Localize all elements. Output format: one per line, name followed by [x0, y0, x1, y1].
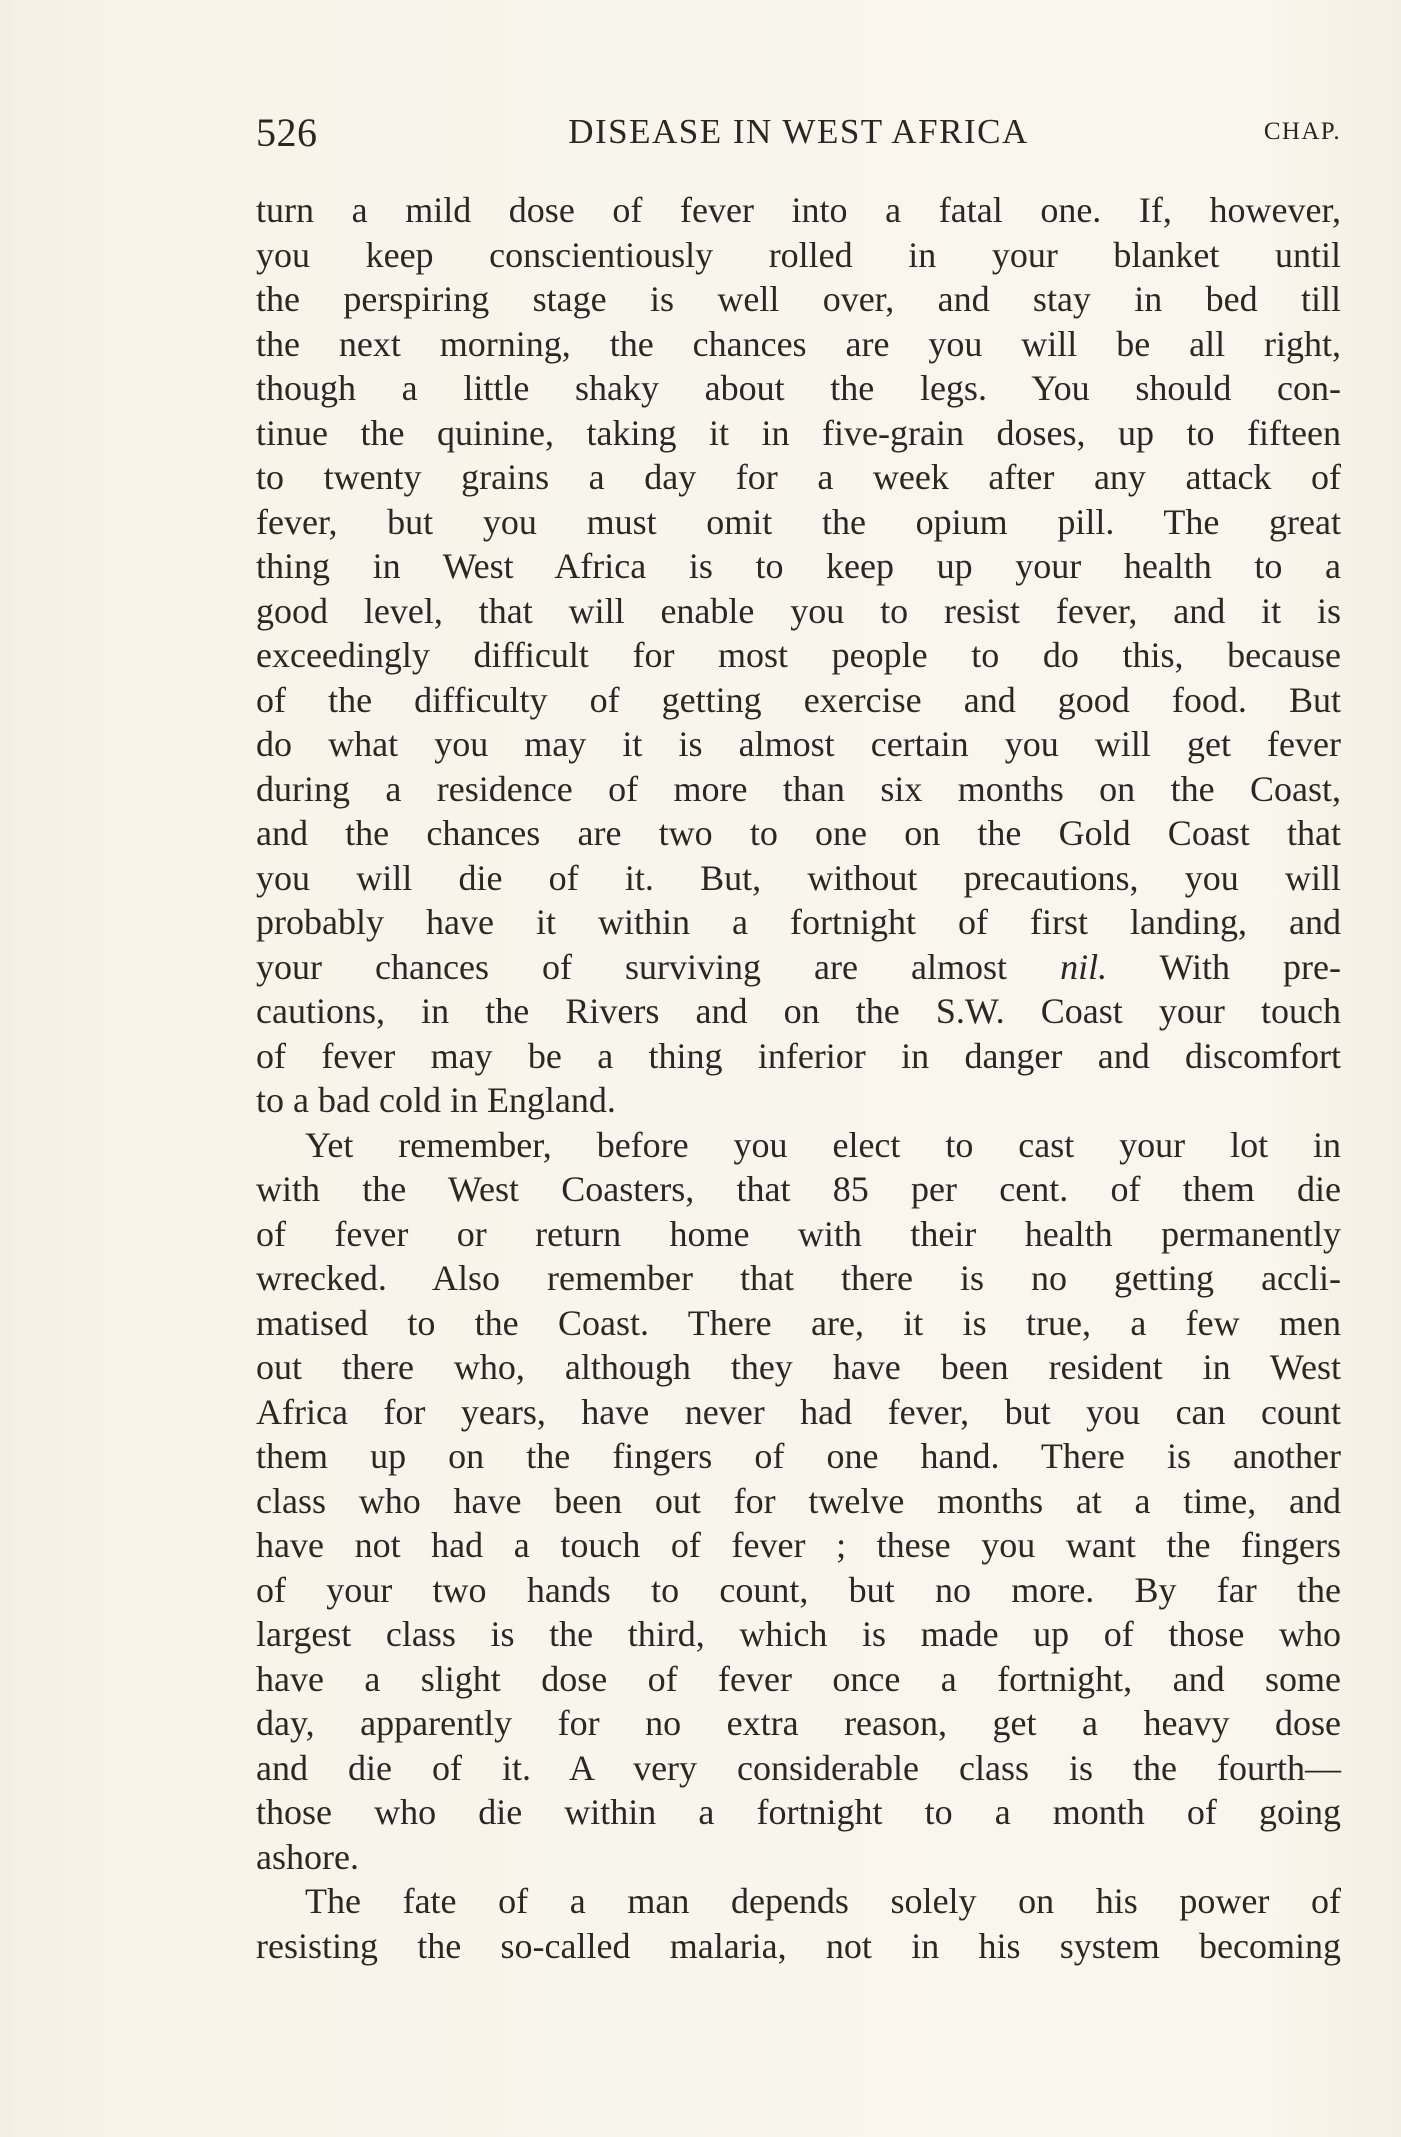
- text-line: turn a mild dose of fever into a fatal one. If, however,: [256, 190, 1341, 230]
- paragraph-start: The fate of a man depends solely on his power of: [305, 1881, 1341, 1921]
- text-line: the perspiring stage is well over, and stay in bed till: [256, 279, 1341, 319]
- page-number: 526: [256, 109, 318, 155]
- text-line: to twenty grains a day for a week after any attack of: [256, 457, 1341, 497]
- text-line: of your two hands to count, but no more. By far the: [256, 1569, 1341, 1610]
- text-line-with-italic: [256, 945, 1341, 990]
- text-line: during a residence of more than six months on the Coast,: [256, 768, 1341, 809]
- text-line: ashore.: [256, 1836, 359, 1877]
- italic-word: nil.: [1060, 946, 1108, 987]
- text-line: exceedingly difficult for most people to do this, because: [256, 635, 1341, 675]
- text-line: cautions, in the Rivers and on the S.W. Coast your touch: [256, 991, 1341, 1031]
- text-line: matised to the Coast. There are, it is true, a few men: [256, 1302, 1341, 1343]
- text-line: those who die within a fortnight to a month of going: [256, 1792, 1341, 1832]
- text-line: tinue the quinine, taking it in five-grain doses, up to fifteen: [256, 412, 1341, 453]
- text-line: have a slight dose of fever once a fortnight, and some: [256, 1658, 1341, 1699]
- text-line: you keep conscientiously rolled in your blanket until: [256, 234, 1341, 275]
- text-line: thing in West Africa is to keep up your health to a: [256, 546, 1341, 586]
- text-line: though a little shaky about the legs. You should con-: [256, 368, 1341, 408]
- text-line: good level, that will enable you to resist fever, and it is: [256, 590, 1341, 631]
- text-segment: With pre-: [1159, 946, 1342, 987]
- text-line: and die of it. A very considerable class is the fourth—: [256, 1747, 1341, 1788]
- text-line: and the chances are two to one on the Gold Coast that: [256, 813, 1341, 853]
- text-line: them up on the fingers of one hand. There is another: [256, 1436, 1341, 1476]
- text-line: probably have it within a fortnight of first landing, and: [256, 902, 1341, 942]
- text-line: have not had a touch of fever ; these you want the fingers: [256, 1525, 1341, 1565]
- text-line: fever, but you must omit the opium pill. The great: [256, 501, 1341, 542]
- text-line: out there who, although they have been resident in West: [256, 1347, 1341, 1387]
- text-line: of fever or return home with their health permanently: [256, 1213, 1341, 1254]
- paragraph-start: Yet remember, before you elect to cast your lot in: [305, 1124, 1341, 1165]
- text-line: to a bad cold in England.: [256, 1080, 616, 1120]
- running-head: DISEASE IN WEST AFRICA: [568, 112, 1029, 151]
- text-line: do what you may it is almost certain you will get fever: [256, 724, 1341, 764]
- text-line: resisting the so-called malaria, not in his system becoming: [256, 1925, 1341, 1966]
- text-line: largest class is the third, which is made up of those who: [256, 1614, 1341, 1654]
- text-segment: your chances of surviving are almost: [256, 946, 1008, 987]
- text-line: day, apparently for no extra reason, get a heavy dose: [256, 1703, 1341, 1743]
- text-line: with the West Coasters, that 85 per cent. of them die: [256, 1169, 1341, 1209]
- page-header: [256, 108, 1341, 156]
- text-line: wrecked. Also remember that there is no getting accli-: [256, 1258, 1341, 1298]
- text-line: of fever may be a thing inferior in danger and discomfort: [256, 1035, 1341, 1076]
- text-line: the next morning, the chances are you will be all right,: [256, 323, 1341, 364]
- body-text: [256, 188, 1341, 1968]
- text-line: of the difficulty of getting exercise and good food. But: [256, 679, 1341, 720]
- text-line: you will die of it. But, without precautions, you will: [256, 857, 1341, 898]
- text-line: class who have been out for twelve months at a time, and: [256, 1480, 1341, 1521]
- text-line: Africa for years, have never had fever, but you can count: [256, 1391, 1341, 1432]
- chapter-label: CHAP.: [1263, 118, 1341, 145]
